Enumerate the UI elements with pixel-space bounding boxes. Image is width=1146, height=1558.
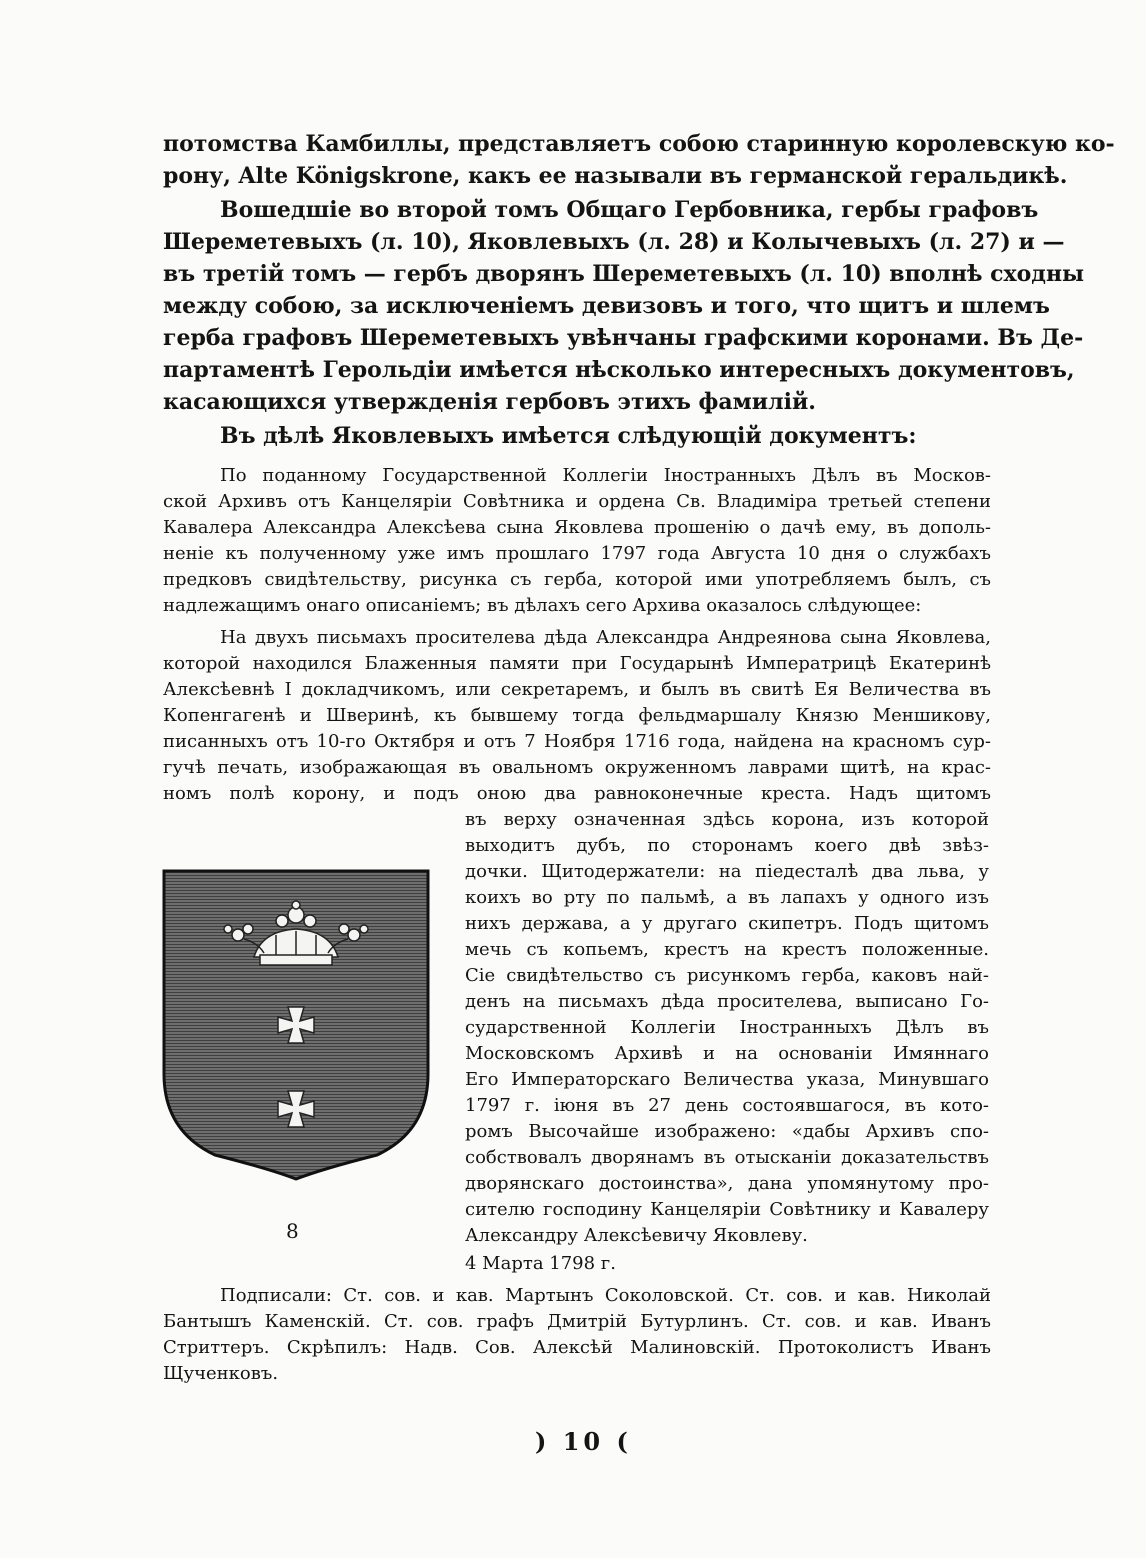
signature-line: Бантышъ Каменскій. Ст. сов. графъ Дмитрій Бутурлинъ. Ст. сов. и кав. Иванъ	[163, 1311, 991, 1332]
doc-line: ромъ Высочайше изображено: «дабы Архивъ спо-	[465, 1121, 989, 1142]
doc-line: нихъ держава, а у другаго скипетръ. Подъ щитомъ	[465, 913, 989, 934]
doc-line: коихъ во рту по пальмѣ, а въ лапахъ у одного изъ	[465, 887, 989, 908]
text-line: потомства Камбиллы, представляетъ собою старинную королевскую ко-	[163, 131, 1115, 157]
text-line: касающихся утвержденія гербовъ этихъ фамилій.	[163, 389, 816, 415]
doc-line: Сіе свидѣтельство съ рисункомъ герба, каковъ най-	[465, 965, 989, 986]
text-line: Въ дѣлѣ Яковлевыхъ имѣется слѣдующій документъ:	[220, 423, 917, 449]
doc-line: выходитъ дубъ, по сторонамъ коего двѣ звѣз-	[465, 835, 989, 856]
doc-line: предковъ свидѣтельству, рисунка съ герба, которой ими употребляемъ былъ, съ	[163, 569, 991, 590]
figure-number: 8	[286, 1219, 299, 1243]
doc-line: дворянскаго достоинства», дана упомянутому про-	[465, 1173, 989, 1194]
doc-line: мечь съ копьемъ, крестъ на крестъ положенные.	[465, 939, 989, 960]
doc-line: гучѣ печать, изображающая въ овальномъ окруженномъ лаврами щитѣ, на крас-	[163, 757, 991, 778]
text-line: Вошедшіе во второй томъ Общаго Гербовника, гербы графовъ	[220, 197, 1039, 223]
doc-line: Его Императорскаго Величества указа, Минувшаго	[465, 1069, 989, 1090]
doc-line: По поданному Государственной Коллегіи Іностранныхъ Дѣлъ въ Москов-	[220, 465, 991, 486]
coat-of-arms-illustration	[162, 869, 430, 1181]
doc-line: 1797 г. іюня въ 27 день состоявшагося, въ кото-	[465, 1095, 989, 1116]
text-line: партаментѣ Герольдіи имѣется нѣсколько интересныхъ документовъ,	[163, 357, 1075, 383]
page-number: ) 10 (	[535, 1427, 632, 1456]
doc-line: которой находился Блаженныя памяти при Государынѣ Императрицѣ Екатеринѣ	[163, 653, 991, 674]
doc-line: писанныхъ отъ 10-го Октября и отъ 7 Ноября 1716 года, найдена на красномъ сур-	[163, 731, 991, 752]
doc-line: неніе къ полученному уже имъ прошлаго 1797 года Августа 10 дня о службахъ	[163, 543, 991, 564]
doc-line: На двухъ письмахъ просителева дѣда Александра Андреянова сына Яковлева,	[220, 627, 991, 648]
text-line: въ третій томъ — гербъ дворянъ Шереметевыхъ (л. 10) вполнѣ сходны	[163, 261, 1085, 287]
doc-line: сударственной Коллегіи Іностранныхъ Дѣлъ въ	[465, 1017, 989, 1038]
doc-line: Копенгагенѣ и Шверинѣ, къ бывшему тогда фельдмаршалу Князю Меншикову,	[163, 705, 991, 726]
date-line: 4 Марта 1798 г.	[465, 1253, 616, 1274]
doc-line: надлежащимъ онаго описаніемъ; въ дѣлахъ сего Архива оказалось слѣдующее:	[163, 595, 922, 616]
signature-line: Подписали: Ст. сов. и кав. Мартынъ Соколовской. Ст. сов. и кав. Николай	[220, 1285, 991, 1306]
doc-line: сителю господину Канцеляріи Совѣтнику и Кавалеру	[465, 1199, 989, 1220]
doc-line: Кавалера Александра Алексѣева сына Яковлева прошенію о дачѣ ему, въ дополь-	[163, 517, 991, 538]
doc-line: въ верху означенная здѣсь корона, изъ которой	[465, 809, 989, 830]
text-line: между собою, за исключеніемъ девизовъ и того, что щитъ и шлемъ	[163, 293, 1050, 319]
doc-line: Московскомъ Архивѣ и на основаніи Имяннаго	[465, 1043, 989, 1064]
doc-line: собствовалъ дворянамъ въ отысканіи доказательствъ	[465, 1147, 989, 1168]
signature-line: Стриттеръ. Скрѣпилъ: Надв. Сов. Алексѣй Малиновскій. Протоколистъ Иванъ	[163, 1337, 991, 1358]
text-line: рону, Alte Königskrone, какъ ее называли въ германской геральдикѣ.	[163, 163, 1068, 189]
doc-line: номъ полѣ корону, и подъ оною два равноконечные креста. Надъ щитомъ	[163, 783, 991, 804]
doc-line: денъ на письмахъ дѣда просителева, выписано Го-	[465, 991, 989, 1012]
doc-line: ской Архивъ отъ Канцеляріи Совѣтника и ордена Св. Владиміра третьей степени	[163, 491, 991, 512]
text-line: герба графовъ Шереметевыхъ увѣнчаны графскими коронами. Въ Де-	[163, 325, 1084, 351]
text-line: Шереметевыхъ (л. 10), Яковлевыхъ (л. 28) и Колычевыхъ (л. 27) и —	[163, 229, 1065, 255]
signature-line: Щученковъ.	[163, 1363, 279, 1384]
doc-line: Александру Алексѣевичу Яковлеву.	[465, 1225, 808, 1246]
doc-line: дочки. Щитодержатели: на піедесталѣ два льва, у	[465, 861, 989, 882]
doc-line: Алексѣевнѣ I докладчикомъ, или секретаремъ, и былъ въ свитѣ Ея Величества въ	[163, 679, 991, 700]
